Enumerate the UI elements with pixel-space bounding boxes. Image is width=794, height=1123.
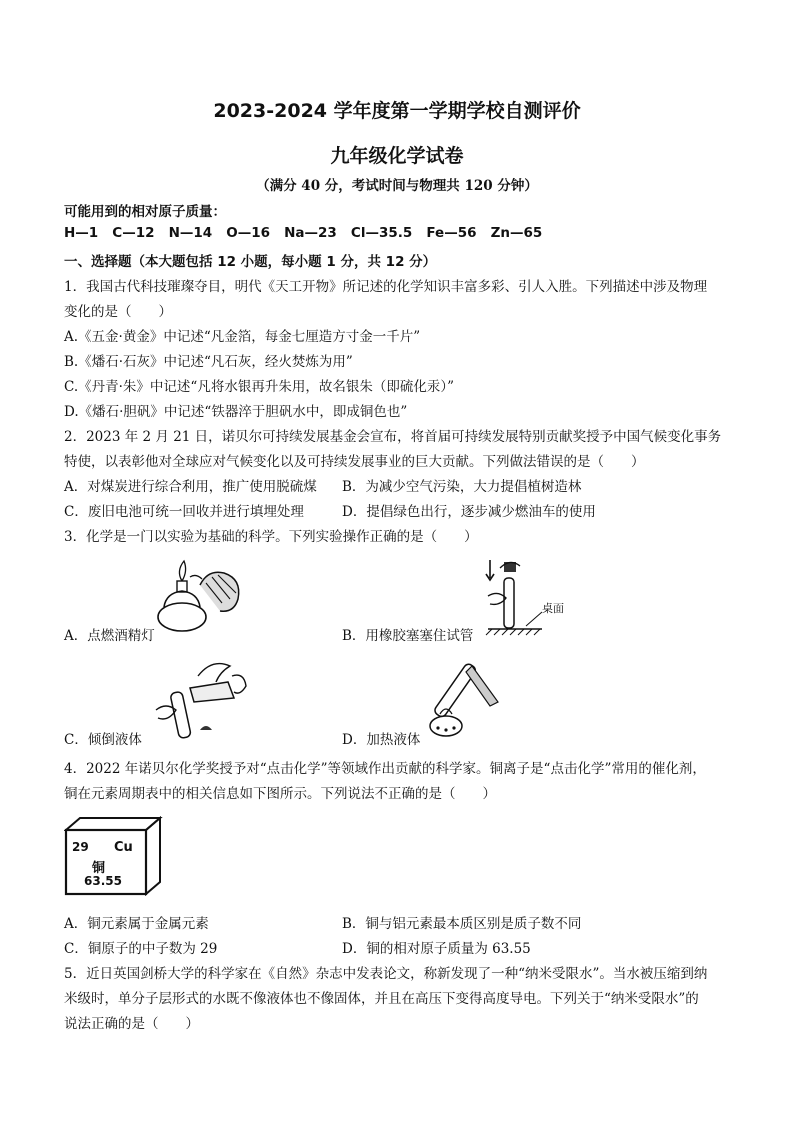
- q2-option-b: B．为减少空气污染，大力提倡植树造林: [342, 479, 582, 495]
- q4-stem-line1: 4．2022 年诺贝尔化学奖授予对“点击化学”等领域作出贡献的科学家。铜离子是“点击化学”常用的催化剂，: [64, 761, 706, 777]
- heating-liquid-figure: [418, 652, 508, 744]
- q3-option-a: A．点燃酒精灯: [64, 628, 155, 644]
- desk-label: 桌面: [542, 602, 564, 615]
- q2-option-d: D．提倡绿色出行，逐步减少燃油车的使用: [342, 504, 596, 520]
- q4-option-c: C．铜原子的中子数为 29: [64, 941, 218, 957]
- atomic-mass-label: 可能用到的相对原子质量：: [64, 204, 226, 220]
- exam-subject-title: 九年级化学试卷: [330, 145, 464, 167]
- element-atomic-mass: 63.55: [84, 874, 122, 888]
- q1-stem-line1: 1．我国古代科技璀璨夺目，明代《天工开物》所记述的化学知识丰富多彩、引人入胜。下列描述中涉及物理: [64, 279, 708, 295]
- q5-stem-line2: 米级时，单分子层形式的水既不像液体也不像固体，并且在高压下变得高度导电。下列关于“纳米受限水”的: [64, 991, 699, 1007]
- q1-option-c: C.《丹青·朱》中记述“凡将水银再升朱用，故名银朱（即硫化汞）”: [64, 379, 454, 395]
- q2-option-c: C．废旧电池可统一回收并进行填埋处理: [64, 504, 304, 520]
- alcohol-lamp-figure: [150, 555, 250, 640]
- element-name: 铜: [92, 861, 106, 876]
- element-symbol: Cu: [114, 840, 133, 855]
- periodic-element-card: [64, 816, 164, 896]
- atomic-mass-values: H—1 C—12 N—14 O—16 Na—23 Cl—35.5 Fe—56 Zn—65: [64, 225, 543, 241]
- q4-option-d: D．铜的相对原子质量为 63.55: [342, 941, 531, 957]
- exam-subtitle: （满分 40 分，考试时间与物理共 120 分钟）: [256, 178, 538, 194]
- stopper-tube-figure: [480, 556, 590, 636]
- q3-option-d: D．加热液体: [342, 732, 421, 748]
- q1-option-b: B.《燔石·石灰》中记述“凡石灰，经火焚炼为用”: [64, 354, 353, 370]
- q1-option-a: A.《五金·黄金》中记述“凡金箔，每金七厘造方寸金一千片”: [64, 329, 421, 345]
- q4-stem-line2: 铜在元素周期表中的相关信息如下图所示。下列说法不正确的是（ ）: [64, 786, 496, 802]
- q5-stem-line3: 说法正确的是（ ）: [64, 1016, 199, 1032]
- q3-option-b: B．用橡胶塞塞住试管: [342, 628, 474, 644]
- pouring-liquid-figure: [150, 652, 260, 742]
- q4-option-a: A．铜元素属于金属元素: [64, 916, 209, 932]
- element-atomic-number: 29: [72, 840, 89, 854]
- q2-option-a: A．对煤炭进行综合利用，推广使用脱硫煤: [64, 479, 317, 495]
- q3-stem: 3．化学是一门以实验为基础的科学。下列实验操作正确的是（ ）: [64, 529, 478, 545]
- q5-stem-line1: 5．近日英国剑桥大学的科学家在《自然》杂志中发表论文，称新发现了一种“纳米受限水”。当水被压缩到纳: [64, 966, 708, 982]
- q1-option-d: D.《燔石·胆矾》中记述“铁器淬于胆矾水中，即成铜色也”: [64, 404, 408, 420]
- exam-title: 2023-2024 学年度第一学期学校自测评价: [213, 100, 581, 122]
- q3-option-c: C．倾倒液体: [64, 732, 142, 748]
- section-heading: 一、选择题（本大题包括 12 小题，每小题 1 分，共 12 分）: [64, 254, 437, 270]
- q2-stem-line1: 2．2023 年 2 月 21 日，诺贝尔可持续发展基金会宣布，将首届可持续发展特别贡献奖授予中国气候变化事务: [64, 429, 722, 445]
- q2-stem-line2: 特使，以表彰他对全球应对气候变化以及可持续发展事业的巨大贡献。下列做法错误的是（ ）: [64, 454, 645, 470]
- q1-stem-line2: 变化的是（ ）: [64, 304, 172, 320]
- q4-option-b: B．铜与铝元素最本质区别是质子数不同: [342, 916, 582, 932]
